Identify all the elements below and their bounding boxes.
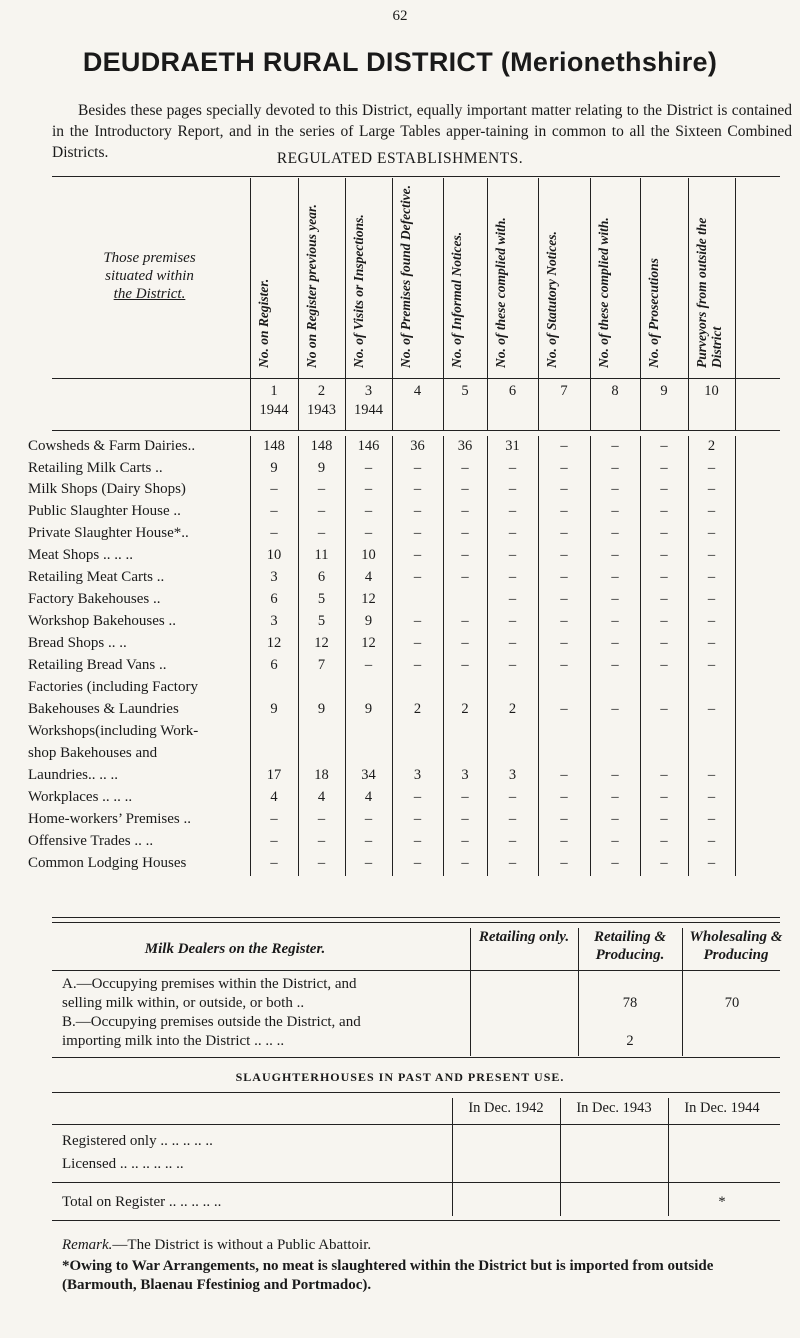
table-cell: – (611, 613, 619, 629)
milk-dealers-heading: Milk Dealers on the Register. (144, 941, 326, 957)
table-cell: – (660, 613, 668, 629)
table-cell: – (707, 767, 716, 783)
milk-a-wholesale-producing: 70 (724, 995, 740, 1011)
milk-col-wholesaling-producing: Wholesaling & Producing (689, 929, 783, 963)
column-header-text: No. of Statutory Notices. (544, 231, 559, 368)
column-number: 10 (704, 383, 719, 399)
table-cell: – (660, 525, 668, 541)
slaughter-col-1942: In Dec. 1942 (468, 1100, 544, 1116)
table-cell: 3 (270, 613, 278, 629)
table-cell: 2 (461, 701, 469, 717)
table-row-label: Bakehouses & Laundries (28, 701, 179, 717)
table-row-label: Private Slaughter House*.. (28, 525, 189, 541)
table-col-divider (250, 436, 251, 876)
table-cell: – (270, 525, 278, 541)
table-col-divider (590, 436, 591, 876)
milk-col-divider (470, 970, 471, 1056)
table-cell: 5 (317, 613, 326, 629)
table-cell: – (707, 547, 716, 563)
table-row-label: Factories (including Factory (28, 679, 198, 695)
table-col-divider (392, 436, 393, 876)
table-cell: – (413, 635, 422, 651)
table-cell: 10 (361, 547, 376, 563)
table-row-label: Offensive Trades .. .. (28, 833, 154, 849)
remark-text: —The District is without a Public Abattoir. (112, 1237, 372, 1253)
table-cell: – (461, 569, 469, 585)
table-row-label: Retailing Meat Carts .. (28, 569, 165, 585)
table-cell: 3 (270, 569, 278, 585)
table-cell: – (660, 547, 668, 563)
column-header-2 (298, 178, 345, 373)
table-row-label: Cowsheds & Farm Dairies.. (28, 438, 196, 454)
table-cell: – (413, 789, 422, 805)
table-cell: – (560, 569, 568, 585)
table-cell: 34 (361, 767, 376, 783)
remark-line (62, 1236, 782, 1255)
table-cell: – (413, 811, 422, 827)
table-cell: 3 (461, 767, 469, 783)
table-cell: – (413, 569, 422, 585)
table-cell: – (317, 525, 326, 541)
column-header-9 (640, 178, 688, 373)
table-cell: – (611, 657, 619, 673)
table-cell: – (508, 569, 517, 585)
table-row-label: Meat Shops .. .. .. (28, 547, 133, 563)
table-row-label: Common Lodging Houses (28, 855, 187, 871)
milk-col-divider (578, 970, 579, 1056)
slaughter-header-rule (52, 1124, 780, 1125)
table-cell: – (413, 613, 422, 629)
milk-col-divider (682, 970, 683, 1056)
table-cell: 9 (270, 701, 278, 717)
table-cell: 4 (364, 569, 373, 585)
table-cell: – (707, 701, 716, 717)
milk-bottom-rule (52, 1057, 780, 1058)
table-cell: – (364, 460, 373, 476)
column-header-10 (688, 178, 735, 373)
milk-col-retailing: Retailing only. (478, 929, 570, 945)
milk-a-retail-producing: 78 (622, 995, 638, 1011)
table-row-label: Bread Shops .. .. (28, 635, 127, 651)
table-row-label: Public Slaughter House .. (28, 503, 181, 519)
table-cell: – (707, 481, 716, 497)
table-cell: – (364, 503, 373, 519)
table-cell: – (508, 460, 517, 476)
table-col-divider (443, 436, 444, 876)
slaughter-col-divider (668, 1098, 669, 1216)
table-cell: 6 (317, 569, 326, 585)
table-cell: 6 (270, 657, 278, 673)
table-cell: – (660, 503, 668, 519)
slaughter-top-rule (52, 1092, 780, 1093)
intro-paragraph: Besides these pages specially devoted to this District, equally important matter relating to the District is contained in the Introductory Report, and in the series of Large Tables apper-taining in common to all the Sixteen Combined Districts. (52, 102, 792, 161)
table-row-label: Milk Shops (Dairy Shops) (28, 481, 186, 497)
table-row-label: Laundries.. .. .. (28, 767, 118, 783)
column-header-text: No. of Prosecutions (646, 258, 661, 368)
table-cell: 7 (317, 657, 326, 673)
table-col-divider (688, 436, 689, 876)
table-cell: – (611, 503, 619, 519)
table-cell: – (660, 438, 668, 454)
table-cell: – (270, 811, 278, 827)
table-cell: 6 (270, 591, 278, 607)
table-cell: – (508, 481, 517, 497)
table-row-label: Retailing Milk Carts .. (28, 460, 163, 476)
table-cell: – (461, 833, 469, 849)
table-cell: – (364, 811, 373, 827)
table-cell: 146 (357, 438, 380, 454)
table-cell: – (364, 525, 373, 541)
table-cell: – (660, 855, 668, 871)
column-header-text: Purveyors from outside the District (694, 217, 724, 368)
table-cell: – (364, 855, 373, 871)
table-cell: – (461, 855, 469, 871)
table-cell: 4 (317, 789, 326, 805)
table-row-label: Retailing Bread Vans .. (28, 657, 167, 673)
table-cell: – (611, 547, 619, 563)
table-row-label: shop Bakehouses and (28, 745, 158, 761)
table-cell: – (660, 767, 668, 783)
table-cell: – (413, 460, 422, 476)
milk-row-b-line-2: importing milk into the District .. .. .. (62, 1033, 285, 1049)
slaughter-col-divider (452, 1098, 453, 1216)
table-cell: – (560, 503, 568, 519)
table-number-rule (52, 430, 780, 431)
table-col-divider (298, 436, 299, 876)
column-header-text: No. on Register. (256, 278, 271, 368)
table-cell: 2 (413, 701, 422, 717)
table-cell: – (707, 569, 716, 585)
table-cell: – (270, 503, 278, 519)
table-cell: – (611, 525, 619, 541)
table-cell: 3 (508, 767, 517, 783)
table-row-label: Workplaces .. .. .. (28, 789, 133, 805)
table-cell: – (707, 855, 716, 871)
table-cell: – (270, 833, 278, 849)
table-cell: – (508, 591, 517, 607)
table-cell: – (611, 591, 619, 607)
table-cell: – (707, 503, 716, 519)
table-cell: – (560, 833, 568, 849)
column-header-3 (345, 178, 392, 373)
milk-row-a-line-1: A.—Occupying premises within the District, and (62, 976, 357, 992)
table-cell: – (413, 657, 422, 673)
table-cell: – (707, 657, 716, 673)
table-cell: – (560, 547, 568, 563)
milk-col-retailing-producing: Retailing & Producing. (593, 929, 667, 963)
table-header-rule (52, 378, 780, 379)
column-year: 1943 (307, 402, 336, 418)
column-year: 1944 (259, 402, 289, 418)
table-cell: – (560, 657, 568, 673)
table-cell: – (413, 481, 422, 497)
regulated-establishments-title: REGULATED ESTABLISHMENTS. (276, 150, 524, 167)
table-cell: 12 (361, 591, 376, 607)
table-cell: – (461, 481, 469, 497)
corner-label-line-2: situated within (105, 268, 194, 284)
table-cell: – (364, 833, 373, 849)
slaughter-bottom-rule (52, 1220, 780, 1221)
table-row-label: Workshops(including Work- (28, 723, 199, 739)
table-cell: – (660, 657, 668, 673)
table-cell: – (461, 460, 469, 476)
table-cell: – (413, 833, 422, 849)
table-cell: – (413, 525, 422, 541)
table-cell: – (611, 460, 619, 476)
table-cell: 5 (317, 591, 326, 607)
table-row-label: Factory Bakehouses .. (28, 591, 161, 607)
table-col-divider (487, 436, 488, 876)
table-cell: 148 (263, 438, 285, 454)
table-cell: 11 (314, 547, 329, 563)
table-cell: – (611, 833, 619, 849)
table-cell: 2 (508, 701, 517, 717)
slaughter-col-1943: In Dec. 1943 (576, 1100, 652, 1116)
table-cell: – (461, 789, 469, 805)
table-col-divider (538, 436, 539, 876)
remark-label: Remark. (62, 1237, 113, 1253)
slaughterhouses-title: SLAUGHTERHOUSES IN PAST AND PRESENT USE. (235, 1070, 565, 1084)
slaughter-subtotal-rule (52, 1182, 780, 1183)
table-cell: – (660, 833, 668, 849)
corner-label-line-1: Those premises (103, 250, 196, 266)
milk-row-a-line-2: selling milk within, or outside, or both .. (62, 995, 305, 1011)
table-cell: – (660, 701, 668, 717)
table-cell: 18 (314, 767, 329, 783)
column-header-6 (487, 178, 538, 373)
table-cell: 9 (364, 701, 373, 717)
table-cell: – (560, 811, 568, 827)
table-cell: – (560, 525, 568, 541)
table-cell: – (508, 789, 517, 805)
table-cell: – (611, 701, 619, 717)
table-cell: 10 (266, 547, 282, 563)
table-cell: – (660, 591, 668, 607)
slaughter-row-licensed: Licensed .. .. .. .. .. .. (62, 1156, 184, 1172)
column-header-text: No. of Premises found Defective. (398, 185, 413, 368)
table-cell: – (560, 635, 568, 651)
table-cell: – (611, 855, 619, 871)
slaughter-col-divider (560, 1098, 561, 1216)
table-cell: 9 (317, 701, 326, 717)
table-cell: – (560, 460, 568, 476)
table-row-label: Workshop Bakehouses .. (28, 613, 176, 629)
table-cell: – (660, 481, 668, 497)
table-cell: – (413, 547, 422, 563)
table-cell: – (707, 613, 716, 629)
column-header-text: No. of these complied with. (596, 217, 611, 368)
table-cell: – (508, 547, 517, 563)
column-number: 9 (660, 383, 668, 399)
table-cell: – (270, 855, 278, 871)
column-year: 1944 (354, 402, 383, 418)
table-cell: 2 (707, 438, 716, 454)
page-number: 62 (392, 8, 408, 24)
milk-row-b-line-1: B.—Occupying premises outside the District, and (62, 1014, 361, 1030)
table-cell: – (707, 811, 716, 827)
table-col-divider (345, 436, 346, 876)
column-number: 4 (413, 383, 422, 399)
table-col-divider (735, 436, 736, 876)
table-cell: – (560, 613, 568, 629)
table-cell: – (707, 460, 716, 476)
column-header-1 (250, 178, 298, 373)
table-cell: – (508, 635, 517, 651)
table-cell: – (660, 789, 668, 805)
table-cell: – (508, 525, 517, 541)
table-cell: – (560, 701, 568, 717)
table-row-label: Home-workers’ Premises .. (28, 811, 192, 827)
column-number: 1 (270, 383, 278, 399)
table-cell: 9 (317, 460, 326, 476)
column-number: 8 (611, 383, 619, 399)
column-number: 5 (461, 383, 469, 399)
slaughter-total-1944: * (718, 1194, 726, 1210)
column-header-5 (443, 178, 487, 373)
table-cell: – (508, 503, 517, 519)
table-cell: – (508, 833, 517, 849)
table-col-divider (640, 436, 641, 876)
table-cell: – (560, 789, 568, 805)
table-cell: 4 (270, 789, 278, 805)
table-cell: – (461, 503, 469, 519)
table-cell: – (364, 481, 373, 497)
table-cell: 12 (266, 635, 282, 651)
table-cell: – (317, 855, 326, 871)
table-bottom-rule (52, 917, 780, 918)
table-cell: 12 (314, 635, 329, 651)
table-cell: – (660, 569, 668, 585)
table-cell: 36 (410, 438, 425, 454)
table-cell: – (413, 855, 422, 871)
table-cell: 31 (505, 438, 520, 454)
table-cell: – (560, 438, 568, 454)
slaughter-row-total: Total on Register .. .. .. .. .. (62, 1194, 222, 1210)
corner-label-line-3: the District. (113, 286, 186, 302)
table-cell: – (560, 481, 568, 497)
table-cell: – (461, 811, 469, 827)
table-cell: – (508, 811, 517, 827)
column-header-text: No on Register previous year. (304, 204, 319, 368)
slaughter-col-1944: In Dec. 1944 (684, 1100, 760, 1116)
column-header-7 (538, 178, 590, 373)
table-cell: – (508, 657, 517, 673)
table-cell: 17 (266, 767, 282, 783)
column-number: 6 (508, 383, 517, 399)
table-cell: – (461, 525, 469, 541)
page-title: DEUDRAETH RURAL DISTRICT (Merionethshire) (82, 47, 718, 77)
table-cell: – (707, 833, 716, 849)
milk-b-retail-producing: 2 (626, 1033, 634, 1049)
table-cell: – (611, 481, 619, 497)
column-number: 2 (317, 383, 326, 399)
footnote: *Owing to War Arrangements, no meat is slaughtered within the District but is imported from outside (Barmouth, Blaenau Ffestiniog and Portmadoc). (62, 1258, 714, 1293)
table-cell: – (317, 503, 326, 519)
table-cell: – (560, 591, 568, 607)
table-cell: – (270, 481, 278, 497)
table-cell: – (508, 613, 517, 629)
table-cell: – (707, 525, 716, 541)
table-cell: – (317, 481, 326, 497)
table-cell: – (461, 635, 469, 651)
milk-top-rule (52, 922, 780, 923)
column-header-text: No. of Visits or Inspections. (351, 214, 366, 368)
table-cell: – (660, 460, 668, 476)
milk-header-rule (52, 970, 780, 971)
table-cell: – (611, 569, 619, 585)
table-cell: 3 (413, 767, 422, 783)
table-cell: – (317, 833, 326, 849)
table-cell: 9 (364, 613, 373, 629)
table-cell: 148 (310, 438, 333, 454)
table-cell: – (707, 789, 716, 805)
table-top-rule (52, 176, 780, 177)
table-cell: – (461, 547, 469, 563)
column-number: 3 (364, 383, 373, 399)
table-cell: – (560, 767, 568, 783)
table-cell: – (611, 438, 619, 454)
table-cell: 4 (364, 789, 373, 805)
table-cell: – (611, 767, 619, 783)
column-header-text: No. of these complied with. (493, 217, 508, 368)
table-cell: 9 (270, 460, 278, 476)
column-header-text: No. of Informal Notices. (449, 231, 464, 368)
column-number: 7 (560, 383, 568, 399)
column-header-8 (590, 178, 640, 373)
column-header-4 (392, 178, 443, 373)
table-cell: – (560, 855, 568, 871)
table-cell: – (611, 811, 619, 827)
table-cell: – (611, 789, 619, 805)
table-cell: – (461, 613, 469, 629)
table-cell: – (660, 635, 668, 651)
table-cell: – (707, 635, 716, 651)
table-cell: – (413, 503, 422, 519)
table-cell: – (660, 811, 668, 827)
table-cell: – (461, 657, 469, 673)
table-cell: 12 (361, 635, 376, 651)
table-cell: – (707, 591, 716, 607)
table-cell: – (364, 657, 373, 673)
table-cell: – (611, 635, 619, 651)
table-col-divider (735, 178, 736, 430)
slaughter-row-registered: Registered only .. .. .. .. .. (62, 1133, 213, 1149)
table-cell: – (508, 855, 517, 871)
table-cell: – (317, 811, 326, 827)
table-cell: 36 (457, 438, 473, 454)
